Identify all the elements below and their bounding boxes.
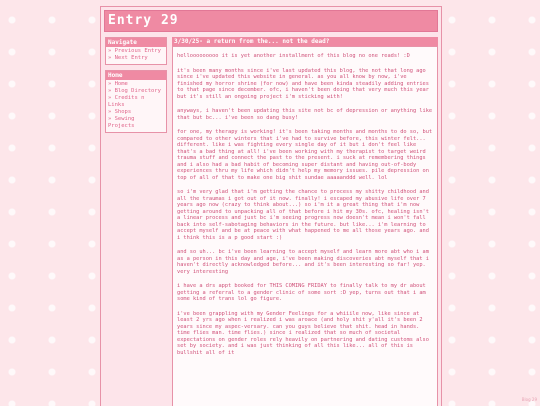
post-body[interactable] [172,46,438,406]
previous-entry-link[interactable]: » Previous Entry [108,48,161,54]
next-entry-link[interactable]: » Next Entry [108,55,148,61]
post-paragraph: i have a drs appt booked for THIS COMING FRIDAY to finally talk to my dr about getting a referral to a gender clinic of some sort :D yep, turns out that i am some kind of trans lol go figure. [177,283,426,302]
page-container [100,6,442,406]
page-title: Entry 29 [104,10,438,32]
corner-label: Blog 29 [521,397,537,402]
credits-links-link[interactable]: » Credits n Links [108,95,145,108]
shops-link[interactable]: » Shops [108,109,132,115]
navigate-list [106,47,166,64]
main-content [172,37,438,406]
navigate-box [105,37,167,65]
post-heading: 3/30/25- a return from the... not the dead? [172,37,438,46]
post-paragraph: it's been many months since i've last updated this blog, the not that long ago since i've updated this website in general. as you all know by now, i've finished my horror shrine (for now) and have been kinda steadily adding entries to that page since december. ofc, i haven't been doing that very much this year but it's still an ongoing project i'm sticking with! [177,67,429,100]
post-paragraph: i've been grappling with my Gender Feelings for a whiiile now, like since at least 2 yrs ago when i realized i was aroace (and holy shit y'all it's been 2 years since my aspec-versary. can you guys believe that shit. head in hands. time flies man. time flies.) since i realized that so much of societal expectations on gender roles rely heavily on partnering and dating customs also set by society. and i was just thinking of all this like... all of this is bullshit all of it [177,310,429,356]
home-link[interactable]: » Home [108,81,128,87]
blog-directory-link[interactable]: » Blog Directory [108,88,161,94]
sidebar [105,37,167,138]
post-paragraph: so i'm very glad that i'm getting the chance to process my shitty childhood and all the traumas i got out of it now. finally! i escaped my abusive life over 7 years ago now (crazy to think about...) so i'm it a great thing that i'm now getting around to unpacking all of that before i hit my 30s. ofc, healing isn't a linear process and just bc i'm seeing progress now doesn't mean i won't fall back into self-sabotaging behaviors in the future. but like... i'm learning to accept myself and be at peace with what happened to me all those years ago. and i think this is a p good start :) [177,189,429,241]
navigate-heading: Navigate [106,38,166,47]
post-paragraph: anyways, i haven't been updating this site not bc of depression or anything like that but bc... i've been so dang busy! [177,108,433,121]
post-paragraph: hellooooooooo it is yet another installment of this blog no one reads! :D [177,53,410,59]
home-heading: Home [106,71,166,80]
post-paragraph: and so uh... bc i've been learning to accept myself and learn more abt who i am as a person in this day and age, i've been making discoveries abt myself that i haven't directly acknowledged before... and it's been interesting so far! yep. very interesting [177,249,429,275]
home-box [105,70,167,133]
sewing-projects-link[interactable]: » Sewing Projects [108,116,135,129]
home-list [106,80,166,132]
post-paragraph: for one, my therapy is working! it's been taking months and months to do so, but compared to other winters that i've had to survive before, this winter felt... different. like i was fighting every single day of it but i don't feel like that's a bad thing at all! i've been working with my therapist to target weird trauma stuff and connect the past to the present. i suck at remembering things and i also had a bad habit of becoming super distant and having out-of-body experiences thru my life which didn't help my memory issues. pile depression on top of all of that to make one big shit sundae aaaaanddd well. lol [177,129,433,181]
